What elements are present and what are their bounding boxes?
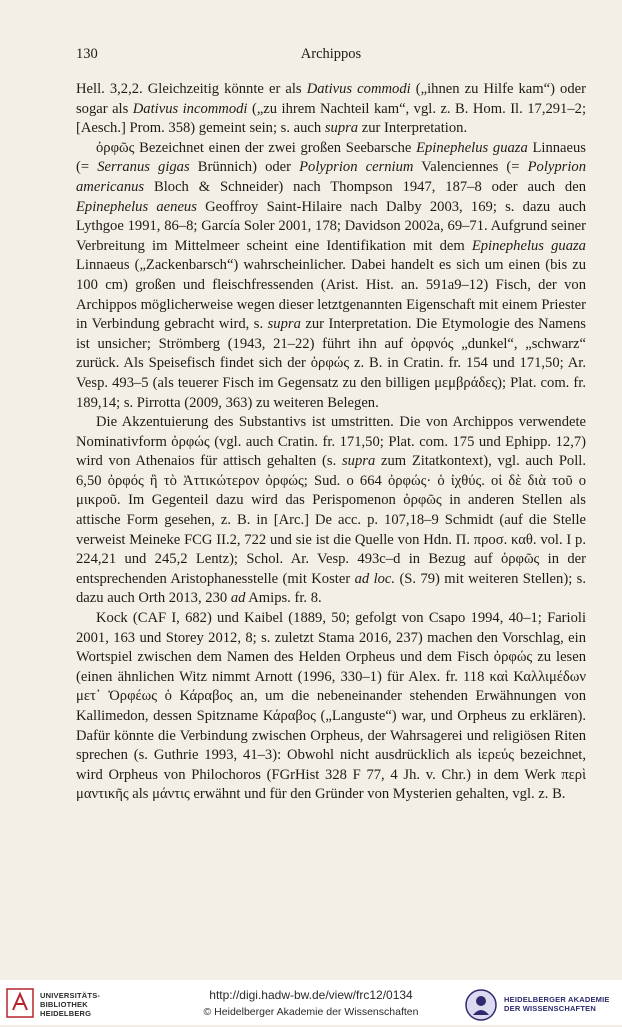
italic-term: Dativus incommodi [132,100,248,117]
footer-citation [160,988,462,1019]
italic-term: Dativus commodi [306,81,411,97]
italic-term: Epinephelus aeneus [76,198,197,215]
italic-term: Epinephelus guaza [471,237,586,254]
permalink-url[interactable]: http://digi.hadw-bw.de/view/frc12/0134 [209,988,413,1002]
paragraph-orphos-lemma: ὀρφῶς Bezeichnet einen der zwei großen Seebarsche Epinephelus guaza Linnaeus (= Serranus gigas Brünnich) oder Polyprion cernium Valenciennes (= Polyprion americanus Bloch & Schneider) nach Thompson 1947, 187–8 oder auch den Epinephelus aeneus Geoffroy Saint-Hilaire nach Dalby 2003, 169; s. dazu auch Lythgoe 1991, 86–8; García Soler 2001, 178; Davidson 2002a, 69–71. Aufgrund seiner Verbreitung im Mittelmeer scheint eine Identifikation mit dem Epinephelus guaza Linnaeus („Zackenbarsch“) wahrscheinlicher. Dabei handelt es sich um einen (bis zu 100 cm) großen und fleischfressenden (Arist. Hist. an. 591a9–12) Fisch, der von Archippos möglicherweise wegen dieser letztgenannten Eigenschaft mit einem Priester in Verbindung gebracht wird, s. supra zur Interpretation. Die Etymologie des Namens ist unsicher; Strömberg (1943, 21–22) führt ihn auf ὀρφνός „dunkel“, „schwarz“ zurück. Als Speisefisch findet sich der ὀρφώς z. B. in Cratin. fr. 154 und 171,50; Ar. Vesp. 493–5 (als teuerer Fisch im Gegensatz zu den billigen μεμβράδες); Plat. com. fr. 189,14; s. Pirrotta (2009, 363) zu weiteren Belegen. [76,139,586,411]
library-logo-text: UNIVERSITÄTS- BIBLIOTHEK HEIDELBERG [40,991,101,1018]
italic-term: Epinephelus guaza [416,139,528,156]
italic-term: supra [324,120,359,137]
paragraph: Hell. 3,2,2. Gleichzeitig könnte er als Dativus commodi („ihnen zu Hilfe kam“) oder sogar als Dativus incommodi („zu ihrem Nachteil kam“, vgl. z. B. Hom. Il. 17,291–2; [Aesch.] Prom. 358) gemeint sein; s. auch supra zur Interpretation. [76,81,587,137]
italic-term: Polyprion cernium [299,159,414,176]
footer-bar [0,980,622,1025]
university-library-logo[interactable] [6,988,156,1020]
commentary-text [76,80,586,805]
page-header [76,46,586,66]
italic-term: Serranus gigas [97,159,190,176]
paragraph: Die Akzentuierung des Substantivs ist umstritten. Die von Archippos verwendete Nominativform ὀρφώς (vgl. auch Cratin. fr. 171,50; Plat. com. 175 und Ephipp. 12,7) wird von Athenaios für attisch gehalten (s. supra zum Zitatkontext), vgl. auch Poll. 6,50 ὀρφός ἢ τὸ Ἀττικώτερον ὀρφώς; Sud. ο 664 ὀρφώς· ὁ ἰχθύς. οἱ δὲ διὰ τοῦ ο μικροῦ. Im Gegenteil dazu wird das Perispomenon ὀρφῶς in anderen Stellen als attische Form gesehen, z. B. in [Arc.] De acc. p. 107,18–9 Schmidt (auf die Stelle verweist Meineke FCG II.2, 722 und sie ist die Quelle von Hdn. Π. προσ. καθ. vol. I p. 224,21 und 245,2 Lentz); Schol. Ar. Vesp. 493c–d in Bezug auf ὀρφῶς in der entsprechenden Aristophanesstelle (mit Koster ad loc. (S. 79) mit weiteren Stellen); s. dazu auch Orth 2013, 230 ad Amips. fr. 8. [76,414,586,607]
library-emblem-icon [6,988,34,1018]
running-title: Archippos [300,46,362,62]
paragraph: Kock (CAF I, 682) und Kaibel (1889, 50; gefolgt von Csapo 1994, 40–1; Farioli 2001, 163 und Storey 2012, 8; s. zuletzt Stama 2016, 237) machen den Vorschlag, ein Wortspiel zwischen dem Namen des Helden Orpheus und dem Fisch ὀρφώς zu lesen (einen ähnlichen Witz nimmt Arnott (1996, 330–1) für Alex. fr. 118 καὶ Καλλιμέδων μετ᾽ Ὀρφέως ὁ Κάραβος an, um die nebeneinander stehenden Erwähnungen von Kallimedon, dessen Spitzname Κάραβος („Languste“) war, und Orpheus zu erklären). Dafür könnte die Verbindung zwischen Orpheus, der Wahrsagerei und religiösen Riten sprechen (s. Guthrie 1993, 41–3): Obwohl nicht ausdrücklich als ἱερεύς bezeichnet, wird Orpheus von Philochoros (FGrHist 328 F 77, 4 Jh. v. Chr.) in dem Werk περὶ μαντικῆς als μάντις erwähnt und für den Gründer von Mysterien gehalten, vgl. z. B. [76,610,586,803]
italic-term: supra [267,316,301,333]
italic-term: ad [230,590,246,607]
italic-term: supra [342,453,376,470]
academy-logo-text: HEIDELBERGER AKADEMIE DER WISSENSCHAFTEN [504,995,610,1013]
copyright-notice: © Heidelberger Akademie der Wissenschaften [203,1006,419,1018]
page-number: 130 [76,46,98,62]
academy-emblem-icon [464,988,498,1022]
italic-term: ad loc. [354,570,396,587]
italic-term: Polyprion americanus [76,159,586,195]
academy-logo[interactable] [464,988,614,1020]
